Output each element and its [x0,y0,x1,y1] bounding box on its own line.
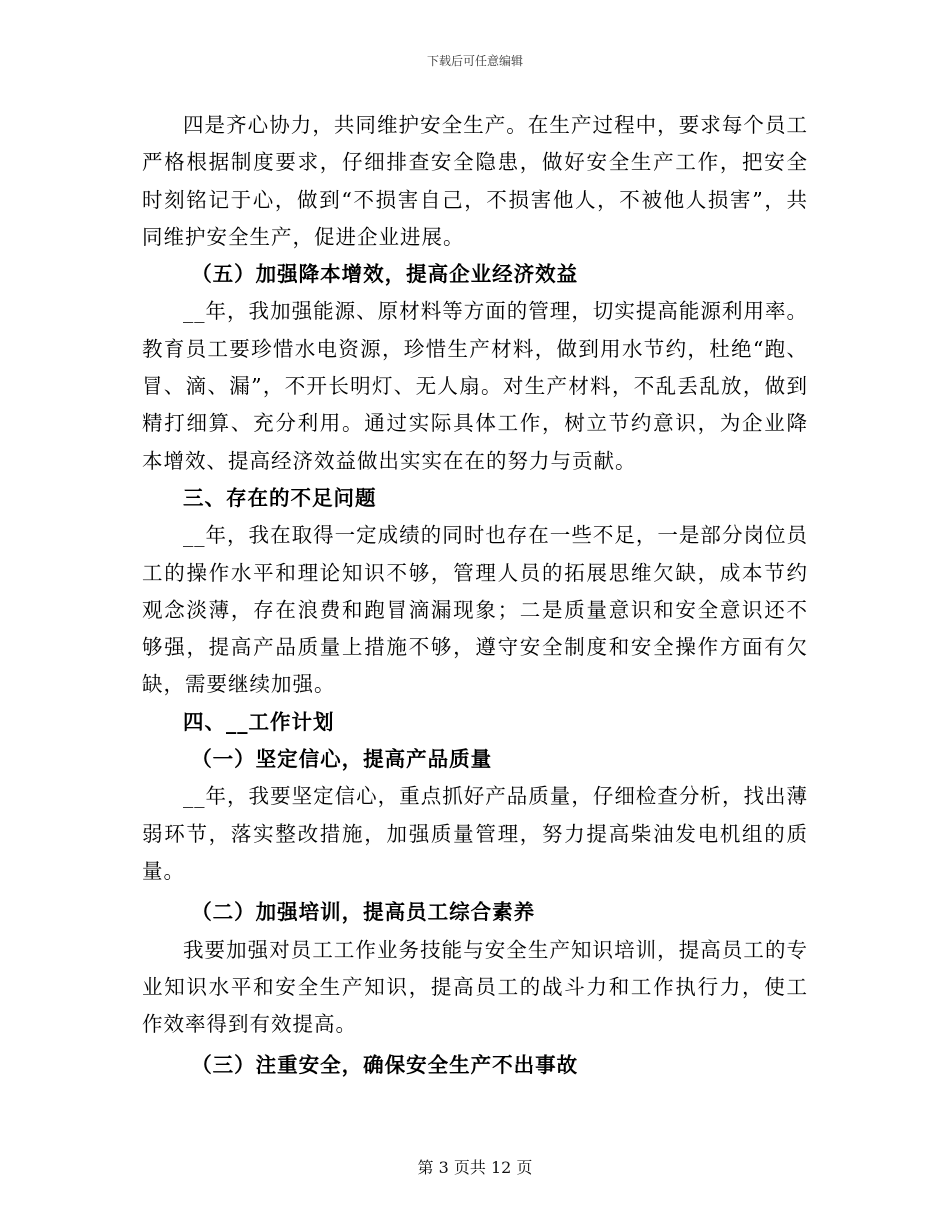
paragraph-product-quality: __年，我要坚定信心，重点抓好产品质量，仔细检查分析，找出薄弱环节，落实整改措施，加强质量管理，努力提高柴油发电机组的质量。 [142,784,808,883]
page-footer: 第 3 页共 12 页 [417,1158,533,1177]
heading-product-quality: （一）坚定信心，提高产品质量 [191,747,493,772]
document-body [142,107,808,1085]
paragraph-shortcomings: __年，我在取得一定成绩的同时也存在一些不足，一是部分岗位员工的操作水平和理论知识不够，管理人员的拓展思维欠缺，成本节约观念淡薄，存在浪费和跑冒滴漏现象；二是质量意识和安全意识还不够强，提高产品质量上措施不够，遵守安全制度和安全操作方面有欠缺，需要继续加强。 [142,523,808,697]
heading-safety: （三）注重安全，确保安全生产不出事故 [191,1053,579,1078]
heading-cost-reduction: （五）加强降本增效，提高企业经济效益 [191,262,579,287]
heading-work-plan: 四、__工作计划 [183,709,335,734]
page-header: 下载后可任意编辑 [426,54,523,68]
heading-training: （二）加强培训，提高员工综合素养 [191,900,536,925]
paragraph-cost-reduction: __年，我加强能源、原材料等方面的管理，切实提高能源利用率。教育员工要珍惜水电资源，珍惜生产材料，做到用水节约，杜绝“跑、冒、滴、漏”，不开长明灯、无人扇。对生产材料，不乱丢乱放，做到精打细算、充分利用。通过实际具体工作，树立节约意识，为企业降本增效、提高经济效益做出实实在在的努力与贡献。 [142,299,808,473]
paragraph-safety-cooperation: 四是齐心协力，共同维护安全生产。在生产过程中，要求每个员工严格根据制度要求，仔细排查安全隐患，做好安全生产工作，把安全时刻铭记于心，做到“不损害自己，不损害他人，不被他人损害”，共同维护安全生产，促进企业进展。 [142,113,808,249]
heading-shortcomings: 三、存在的不足问题 [183,485,377,510]
paragraph-training: 我要加强对员工工作业务技能与安全生产知识培训，提高员工的专业知识水平和安全生产知识，提高员工的战斗力和工作执行力，使工作效率得到有效提高。 [142,937,808,1037]
